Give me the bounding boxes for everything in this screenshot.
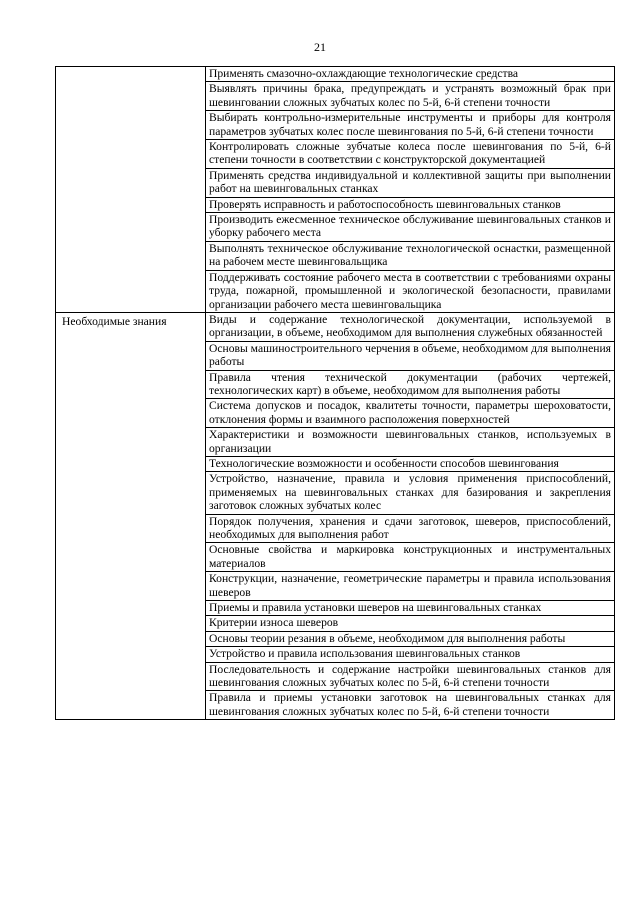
requirement-text: Выполнять техническое обслуживание технологической оснастки, размещенной на рабочем месте шевинговальщика xyxy=(206,241,615,270)
requirement-text: Основы машиностроительного черчения в объеме, необходимом для выполнения работы xyxy=(206,341,615,370)
requirement-text: Основы теории резания в объеме, необходимом для выполнения работы xyxy=(206,631,615,646)
requirement-text: Конструкции, назначение, геометрические параметры и правила использования шеверов xyxy=(206,572,615,601)
requirement-text: Устройство и правила использования шевинговальных станков xyxy=(206,647,615,662)
requirement-text: Правила и приемы установки заготовок на шевинговальных станках для шевингования сложных зубчатых колес по 5-й, 6-й степени точности xyxy=(206,691,615,720)
section-label xyxy=(56,67,206,313)
requirement-text: Виды и содержание технологической документации, используемой в организации, в объеме, необходимом для выполнения служебных обязанностей xyxy=(206,312,615,341)
requirements-table xyxy=(55,66,615,720)
requirement-text: Производить ежесменное техническое обслуживание шевинговальных станков и уборку рабочего места xyxy=(206,213,615,242)
requirement-text: Устройство, назначение, правила и условия применения приспособлений, применяемых на шевинговальных станках для базирования и закрепления заготовок сложных зубчатых колес xyxy=(206,472,615,514)
requirement-text: Последовательность и содержание настройки шевинговальных станков для шевингования сложных зубчатых колес по 5-й, 6-й степени точности xyxy=(206,662,615,691)
requirement-text: Контролировать сложные зубчатые колеса после шевингования по 5-й, 6-й степени точности в соответствии с конструкторской документацией xyxy=(206,140,615,169)
requirement-text: Приемы и правила установки шеверов на шевинговальных станках xyxy=(206,601,615,616)
requirement-text: Выявлять причины брака, предупреждать и устранять возможный брак при шевинговании сложных зубчатых колес по 5-й, 6-й степени точности xyxy=(206,82,615,111)
section-label: Необходимые знания xyxy=(56,312,206,719)
requirement-text: Порядок получения, хранения и сдачи заготовок, шеверов, приспособлений, необходимых для выполнения работ xyxy=(206,514,615,543)
requirement-text: Технологические возможности и особенности способов шевингования xyxy=(206,456,615,471)
requirement-text: Критерии износа шеверов xyxy=(206,616,615,631)
table-row xyxy=(56,67,615,82)
requirement-text: Характеристики и возможности шевинговальных станков, используемых в организации xyxy=(206,428,615,457)
requirement-text: Система допусков и посадок, квалитеты точности, параметры шероховатости, отклонения формы и взаимного расположения поверхностей xyxy=(206,399,615,428)
table-row xyxy=(56,312,615,341)
requirement-text: Применять средства индивидуальной и коллективной защиты при выполнении работ на шевинговальных станках xyxy=(206,168,615,197)
requirement-text: Проверять исправность и работоспособность шевинговальных станков xyxy=(206,197,615,212)
page-number: 21 xyxy=(314,40,326,54)
requirement-text: Поддерживать состояние рабочего места в соответствии с требованиями охраны труда, пожарной, промышленной и экологической безопасности, правилами организации рабочего места шевинговальщика xyxy=(206,270,615,312)
requirement-text: Выбирать контрольно-измерительные инструменты и приборы для контроля параметров зубчатых колес после шевингования по 5-й, 6-й степени точности xyxy=(206,111,615,140)
requirement-text: Применять смазочно-охлаждающие технологические средства xyxy=(206,67,615,82)
requirement-text: Основные свойства и маркировка конструкционных и инструментальных материалов xyxy=(206,543,615,572)
requirement-text: Правила чтения технической документации (рабочих чертежей, технологических карт) в объеме, необходимом для выполнения работы xyxy=(206,370,615,399)
